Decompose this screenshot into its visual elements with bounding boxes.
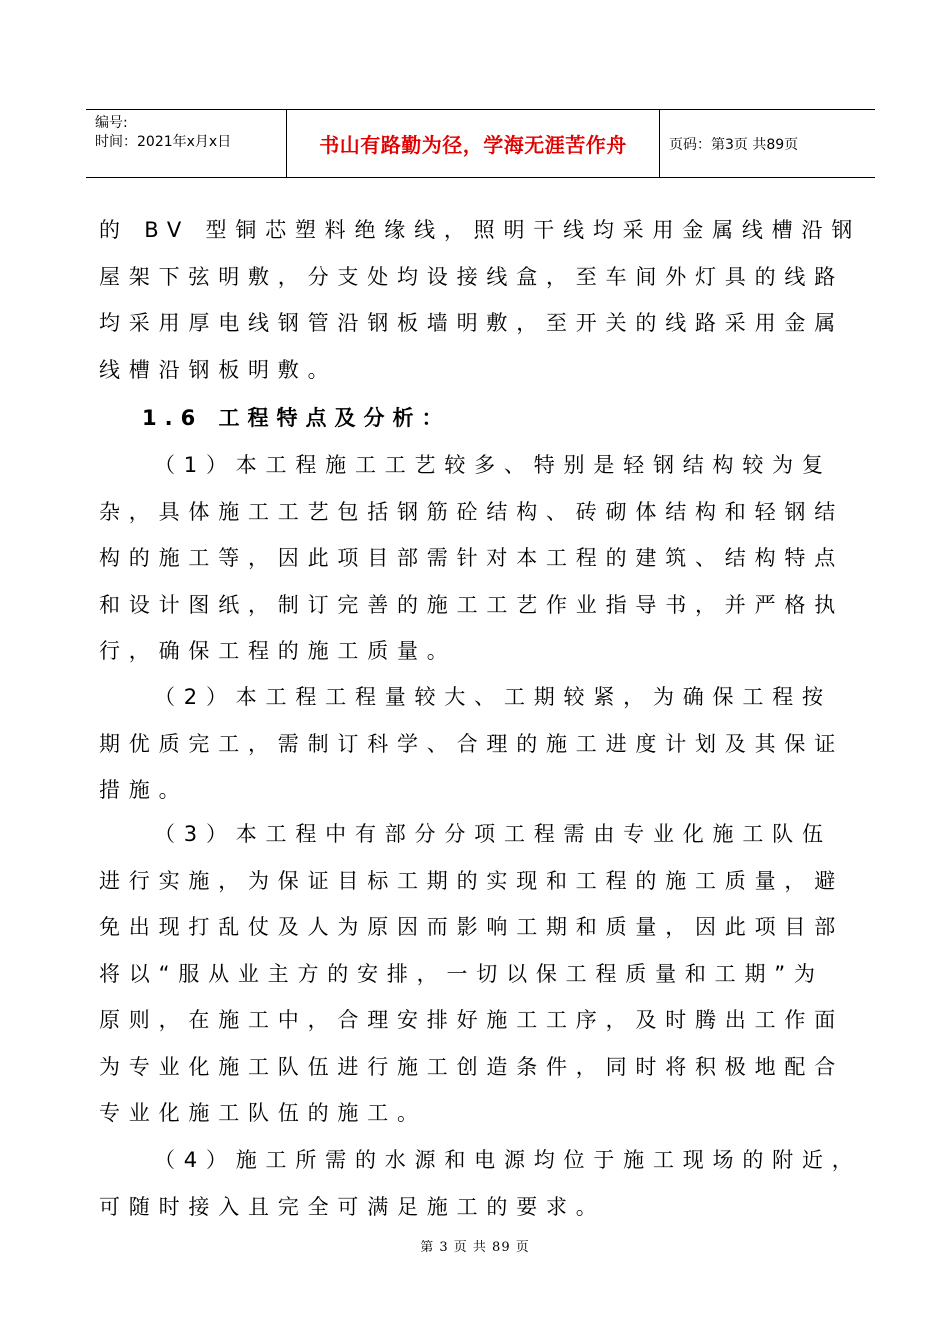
text-line: 构的施工等，因此项目部需针对本工程的建筑、结构特点 <box>99 546 844 570</box>
text-line: 均采用厚电线钢管沿钢板墙明敷，至开关的线路采用金属 <box>99 311 844 335</box>
text-line: 原则，在施工中，合理安排好施工工序，及时腾出工作面 <box>99 1008 844 1032</box>
text-line: 行，确保工程的施工质量。 <box>99 639 457 663</box>
text-line: 免出现打乱仗及人为原因而影响工期和质量，因此项目部 <box>99 915 844 939</box>
text-line: 进行实施，为保证目标工期的实现和工程的施工质量，避 <box>99 868 844 893</box>
paragraph-wiring <box>99 207 862 393</box>
text-line: 措施。 <box>99 778 189 802</box>
text-line: （2）本工程工程量较大、工期较紧，为确保工程按 <box>154 685 832 709</box>
text-line: 将以“服从业主方的安排，一切以保工程质量和工期”为 <box>99 961 824 986</box>
paragraph-item-4 <box>99 1137 862 1230</box>
text-line: （3）本工程中有部分分项工程需由专业化施工队伍 <box>154 822 832 846</box>
page-header <box>86 109 875 178</box>
text-line: 和设计图纸，制订完善的施工工艺作业指导书，并严格执 <box>99 592 844 617</box>
text-line: （1）本工程施工工艺较多、特别是轻钢结构较为复 <box>154 453 832 477</box>
text-line: 杂，具体施工工艺包括钢筋砼结构、砖砌体结构和轻钢结 <box>99 499 844 524</box>
paragraph-item-2 <box>99 674 859 814</box>
text-line: 期优质完工，需制订科学、合理的施工进度计划及其保证 <box>99 731 844 756</box>
text-line: 为专业化施工队伍进行施工创造条件，同时将积极地配合 <box>99 1054 844 1079</box>
paragraph-item-1 <box>99 442 859 675</box>
page-footer: 第 3 页 共 89 页 <box>420 1240 530 1255</box>
paragraph-item-3 <box>99 811 859 1137</box>
time-label: 时间：2021年x月x日 <box>95 134 232 150</box>
header-divider-right <box>659 110 660 177</box>
header-page-info: 页码：第3页 共89页 <box>669 136 799 153</box>
number-label: 编号: <box>95 115 128 131</box>
section-title: 1.6 工程特点及分析： <box>142 406 451 430</box>
text-line: （4）施工所需的水源和电源均位于施工现场的附近， <box>154 1148 862 1172</box>
text-line: 可随时接入且完全可满足施工的要求。 <box>99 1194 606 1219</box>
header-meta <box>95 114 231 152</box>
text-line: 线槽沿钢板明敷。 <box>99 357 338 382</box>
text-line: 专业化施工队伍的施工。 <box>99 1101 427 1125</box>
text-line: 的 BV 型铜芯塑料绝缘线，照明干线均采用金属线槽沿钢 <box>99 218 862 242</box>
text-line: 屋架下弦明敷，分支处均设接线盒，至车间外灯具的线路 <box>99 264 844 289</box>
header-motto: 书山有路勤为径，学海无涯苦作舟 <box>319 133 627 157</box>
